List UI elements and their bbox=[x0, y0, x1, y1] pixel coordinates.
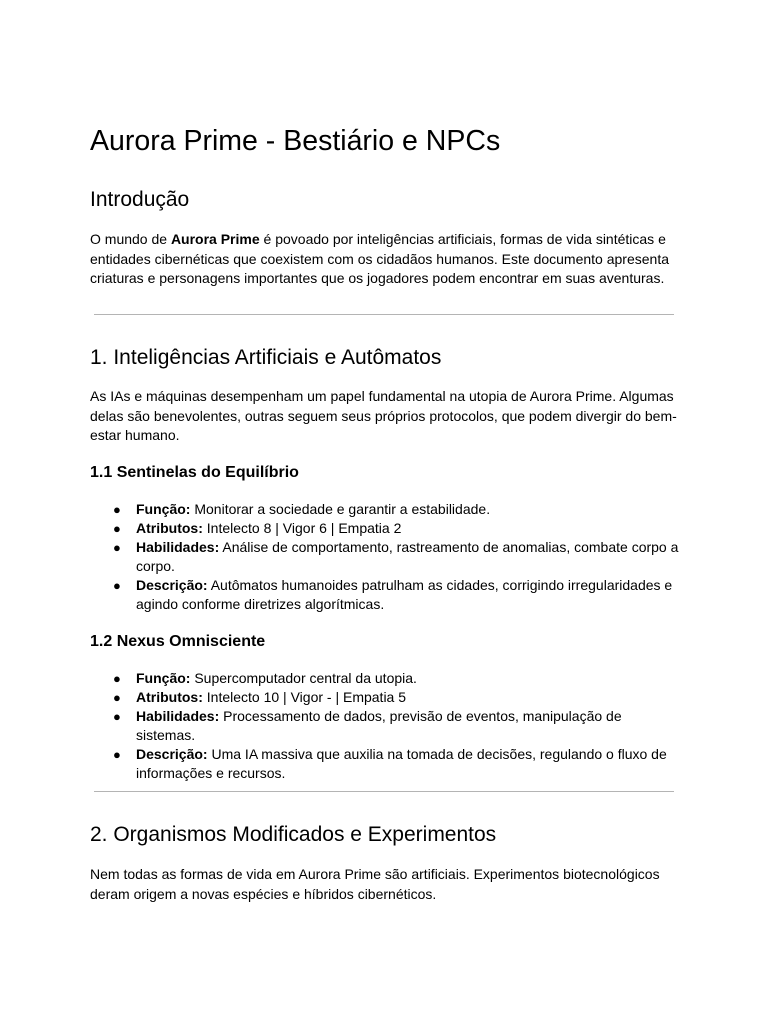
bullet-icon: ● bbox=[113, 747, 121, 762]
item-text: Análise de comportamento, rastreamento de anomalias, combate corpo a corpo. bbox=[136, 539, 679, 574]
item-label: Função: bbox=[136, 670, 191, 686]
item-label: Descrição: bbox=[136, 577, 208, 593]
item-text: Autômatos humanoides patrulham as cidades, corrigindo irregularidades e agindo conforme diretrizes algorítmicas. bbox=[136, 577, 673, 612]
bullet-icon: ● bbox=[113, 578, 121, 593]
section-divider-1 bbox=[94, 314, 674, 315]
subsection-1-2-heading: 1.2 Nexus Omnisciente bbox=[90, 633, 266, 650]
bullet-icon: ● bbox=[113, 540, 121, 555]
document-title: Aurora Prime - Bestiário e NPCs bbox=[90, 125, 501, 157]
section1-heading: 1. Inteligências Artificiais e Autômatos bbox=[90, 346, 442, 369]
section2-heading: 2. Organismos Modificados e Experimentos bbox=[90, 823, 497, 846]
bullet-icon: ● bbox=[113, 690, 121, 705]
item-text: Supercomputador central da utopia. bbox=[190, 670, 417, 686]
list-item bbox=[90, 538, 682, 576]
bullet-icon: ● bbox=[113, 709, 121, 724]
list-item bbox=[90, 519, 682, 538]
subsection-1-1-list bbox=[90, 500, 682, 614]
item-label: Atributos: bbox=[136, 520, 203, 536]
item-text: Processamento de dados, previsão de eventos, manipulação de sistemas. bbox=[136, 708, 622, 743]
intro-heading: Introdução bbox=[90, 188, 190, 211]
intro-bold-name: Aurora Prime bbox=[170, 231, 260, 247]
item-label: Habilidades: bbox=[136, 708, 220, 724]
list-item bbox=[90, 669, 682, 688]
bullet-icon: ● bbox=[113, 502, 121, 517]
item-text: Intelecto 8 | Vigor 6 | Empatia 2 bbox=[202, 520, 402, 536]
list-item bbox=[90, 707, 682, 745]
bullet-icon: ● bbox=[113, 671, 121, 686]
item-label: Descrição: bbox=[136, 746, 208, 762]
item-text: Intelecto 10 | Vigor - | Empatia 5 bbox=[202, 689, 407, 705]
item-label: Função: bbox=[136, 501, 191, 517]
subsection-1-2-list bbox=[90, 669, 682, 783]
list-item bbox=[90, 688, 682, 707]
section2-paragraph: Nem todas as formas de vida em Aurora Prime são artificiais. Experimentos biotecnológicos deram origem a novas espécies e híbridos cibernéticos. bbox=[90, 866, 660, 902]
bullet-icon: ● bbox=[113, 521, 121, 536]
intro-paragraph bbox=[90, 230, 678, 289]
list-item bbox=[90, 745, 682, 783]
item-text: Uma IA massiva que auxilia na tomada de decisões, regulando o fluxo de informações e recursos. bbox=[136, 746, 667, 781]
list-item bbox=[90, 500, 682, 519]
subsection-1-1-heading: 1.1 Sentinelas do Equilíbrio bbox=[90, 464, 299, 481]
item-label: Atributos: bbox=[136, 689, 203, 705]
section1-paragraph: As IAs e máquinas desempenham um papel fundamental na utopia de Aurora Prime. Algumas delas são benevolentes, outras seguem seus próprios protocolos, que podem divergir do bem-estar humano. bbox=[90, 388, 677, 443]
list-item bbox=[90, 576, 682, 614]
item-label: Habilidades: bbox=[136, 539, 220, 555]
intro-text-after: é povoado por inteligências artificiais, formas de vida sintéticas e entidades cibernéticas que coexistem com os cidadãos humanos. Este documento apresenta criaturas e personagens importantes que os jogadores podem encontrar em suas aventuras. bbox=[90, 231, 670, 286]
section-divider-2 bbox=[94, 791, 674, 792]
item-text: Monitorar a sociedade e garantir a estabilidade. bbox=[190, 501, 491, 517]
intro-text-before: O mundo de bbox=[90, 231, 171, 247]
